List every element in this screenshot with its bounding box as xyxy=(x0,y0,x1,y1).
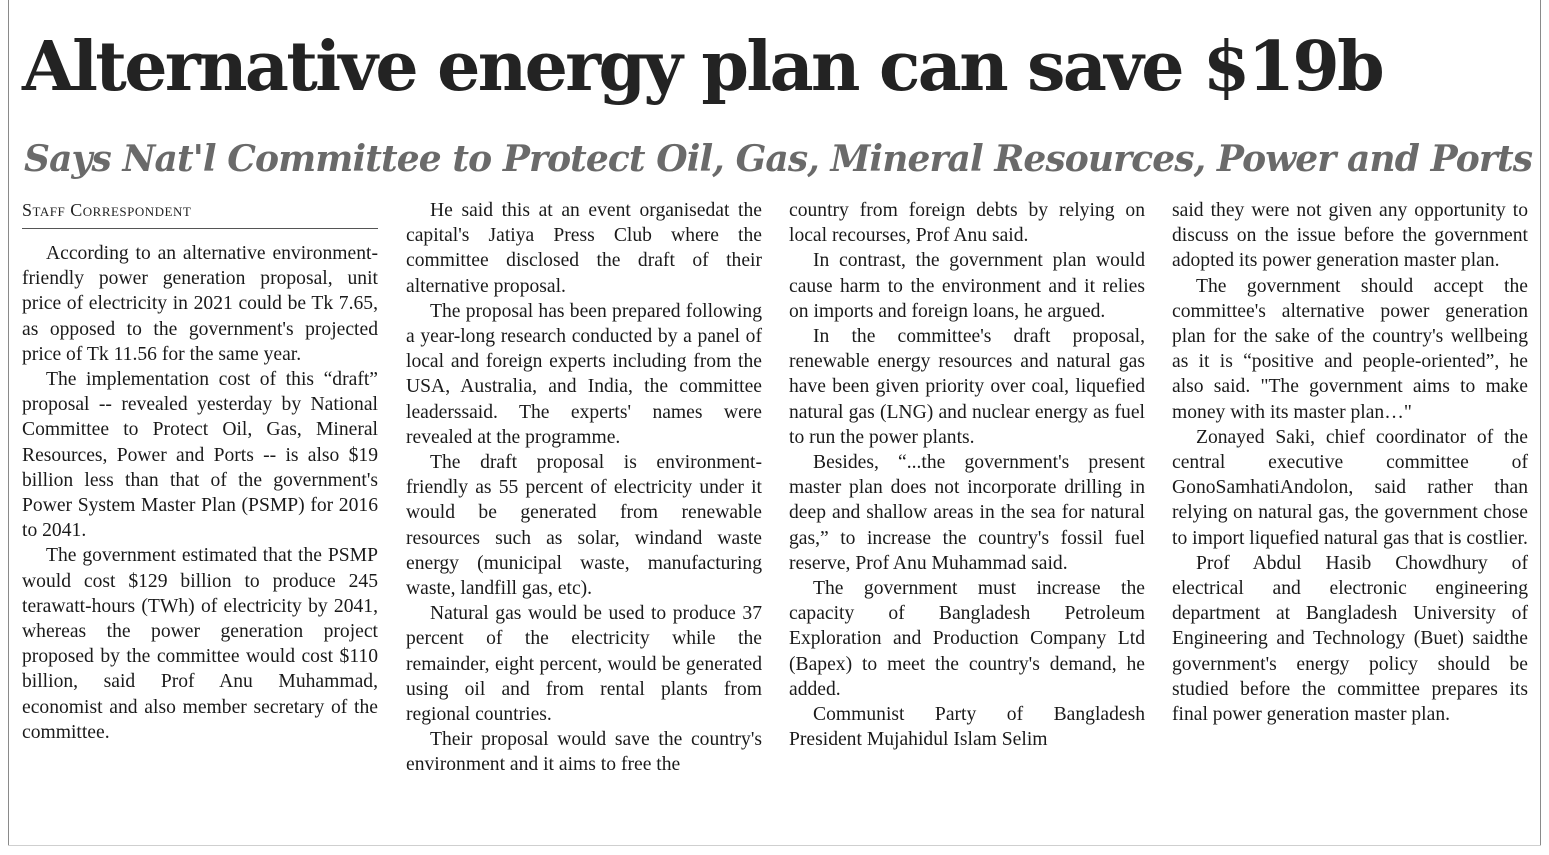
paragraph: Zonayed Saki, chief coordinator of the central executive committee of GonoSamhatiAndolon, said rather than relying on natural gas, the government chose to import liquefied natural gas that is costlier. xyxy=(1172,426,1528,549)
subheadline: Says Nat'l Committee to Protect Oil, Gas, Mineral Resources, Power and Ports xyxy=(24,138,1533,180)
paragraph: In contrast, the government plan would cause harm to the environment and it relies on imports and foreign loans, he argued. xyxy=(789,250,1145,322)
paragraph: The government estimated that the PSMP would cost $129 billion to produce 245 terawatt-hours (TWh) of electricity by 2041, whereas the power generation project proposed by the committee would cost $110 billion, said Prof Anu Muhammad, economist and also member secretary of the committee. xyxy=(22,545,378,743)
clipping-bottom-border xyxy=(8,845,1541,846)
paragraph: The proposal has been prepared following a year-long research conducted by a panel of local and foreign experts including from the USA, Australia, and India, the committee leaderssaid. The experts' names were revealed at the programme. xyxy=(406,300,762,448)
paragraph: He said this at an event organisedat the capital's Jatiya Press Club where the committee disclosed the draft of their alternative proposal. xyxy=(406,200,762,297)
byline: Staff Correspondent xyxy=(22,200,192,220)
article-column-4 xyxy=(1172,198,1528,727)
clipping-right-border xyxy=(1540,0,1541,845)
paragraph-continued: country from foreign debts by relying on local recourses, Prof Anu said. xyxy=(789,200,1145,247)
clipping-left-border xyxy=(8,0,9,845)
paragraph: According to an alternative environment-friendly power generation proposal, unit price of electricity in 2021 could be Tk 7.65, as opposed to the government's projected price of Tk 11.56 for the same year. xyxy=(22,243,378,365)
paragraph: Besides, “...the government's present master plan does not incorporate drilling in deep and shallow areas in the sea for natural gas,” to increase the country's fossil fuel reserve, Prof Anu Muhammad said. xyxy=(789,452,1145,574)
article-column-3 xyxy=(789,198,1145,752)
article-column-2 xyxy=(406,198,762,778)
paragraph: Their proposal would save the country's environment and it aims to free the xyxy=(406,729,762,776)
paragraph: Prof Abdul Hasib Chowdhury of electrical and electronic engineering department at Bangladesh University of Engineering and Technology (Buet) saidthe government's energy policy should be studied before the committee prepares its final power generation master plan. xyxy=(1172,552,1528,726)
paragraph: Communist Party of Bangladesh President Mujahidul Islam Selim xyxy=(789,704,1145,751)
paragraph: The implementation cost of this “draft” proposal -- revealed yesterday by National Committee to Protect Oil, Gas, Mineral Resources, Power and Ports -- is also $19 billion less than that of the government's Power System Master Plan (PSMP) for 2016 to 2041. xyxy=(22,369,378,542)
paragraph-continued: said they were not given any opportunity to discuss on the issue before the government adopted its power generation master plan. xyxy=(1172,200,1528,272)
byline-rule xyxy=(22,228,378,229)
article-column-1 xyxy=(22,241,378,745)
paragraph: The draft proposal is environment-friendly as 55 percent of electricity under it would be generated from renewable resources such as solar, windand waste energy (municipal waste, manufacturing waste, landfill gas, etc). xyxy=(406,452,762,600)
paragraph: In the committee's draft proposal, renewable energy resources and natural gas have been given priority over coal, liquefied natural gas (LNG) and nuclear energy as fuel to run the power plants. xyxy=(789,326,1145,448)
paragraph: Natural gas would be used to produce 37 percent of the electricity while the remainder, eight percent, would be generated using oil and from rental plants from regional countries. xyxy=(406,603,762,726)
paragraph: The government should accept the committee's alternative power generation plan for the sake of the country's wellbeing as it is “positive and people-oriented”, he also said. "The government aims to make money with its master plan…" xyxy=(1172,275,1528,423)
headline: Alternative energy plan can save $19b xyxy=(22,27,1383,107)
paragraph: The government must increase the capacity of Bangladesh Petroleum Exploration and Production Company Ltd (Bapex) to meet the country's demand, he added. xyxy=(789,578,1145,700)
